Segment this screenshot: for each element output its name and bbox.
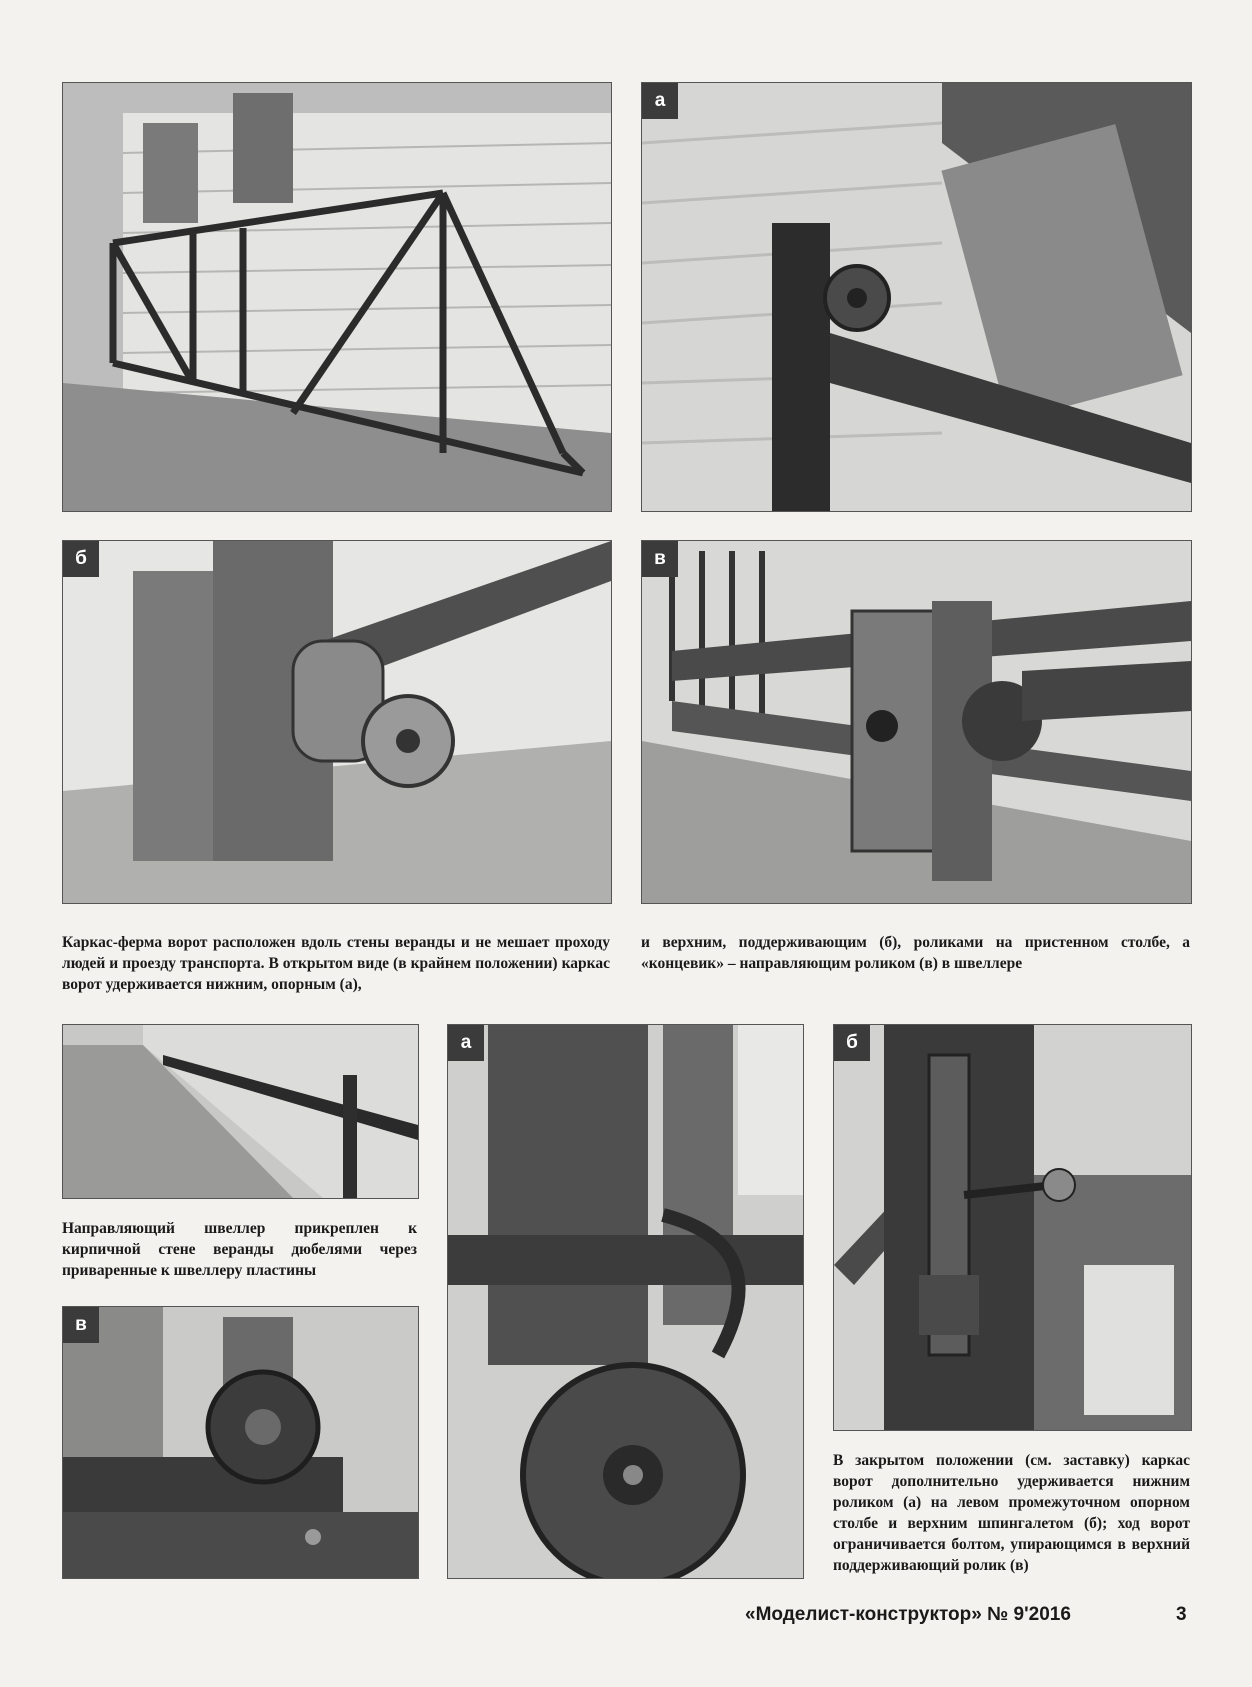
photo-lower-roller-closed	[447, 1024, 804, 1579]
photo-lower-support-roller	[641, 82, 1192, 512]
photo-upper-roller-stop	[62, 1306, 419, 1579]
support-roller-illustration	[642, 83, 1191, 511]
photo-label: а	[642, 83, 678, 119]
upper-roller-illustration	[63, 541, 611, 903]
gate-frame-illustration	[63, 83, 611, 511]
footer-magazine-title: «Моделист-конструктор» № 9'2016	[745, 1604, 1071, 1625]
caption-channel: Направляющий швеллер прикреплен к кирпичной стене веранды дюбелями через приваренные к швеллеру пластины	[62, 1220, 417, 1279]
photo-label: б	[63, 541, 99, 577]
upper-latch-illustration	[834, 1025, 1191, 1430]
photo-guide-roller	[641, 540, 1192, 904]
caption-main-left: Каркас-ферма ворот расположен вдоль стены веранды и не мешает проходу людей и проезду транспорта. В открытом виде (в крайнем положении) каркас ворот удерживается нижним, опорным (а),	[62, 934, 610, 993]
guide-channel-illustration	[63, 1025, 418, 1198]
caption-closed: В закрытом положении (см. заставку) каркас ворот дополнительно удерживается нижним роликом (а) на левом промежуточном опорном столбе и верхним шпингалетом (б); ход ворот ограничивается болтом, упирающимся в верхний поддерживающий ролик (в)	[833, 1452, 1190, 1574]
photo-guide-channel	[62, 1024, 419, 1199]
caption-main-right: и верхним, поддерживающим (б), роликами на пристенном столбе, а «концевик» – направляющим роликом (в) в швеллере	[641, 934, 1190, 972]
photo-label: а	[448, 1025, 484, 1061]
photo-upper-latch	[833, 1024, 1192, 1431]
photo-label: б	[834, 1025, 870, 1061]
lower-roller-closed-illustration	[448, 1025, 803, 1578]
photo-upper-support-roller	[62, 540, 612, 904]
photo-label: в	[63, 1307, 99, 1343]
roller-stop-illustration	[63, 1307, 418, 1578]
footer-page-number: 3	[1176, 1604, 1187, 1625]
guide-roller-illustration	[642, 541, 1191, 903]
photo-gate-frame	[62, 82, 612, 512]
photo-label: в	[642, 541, 678, 577]
